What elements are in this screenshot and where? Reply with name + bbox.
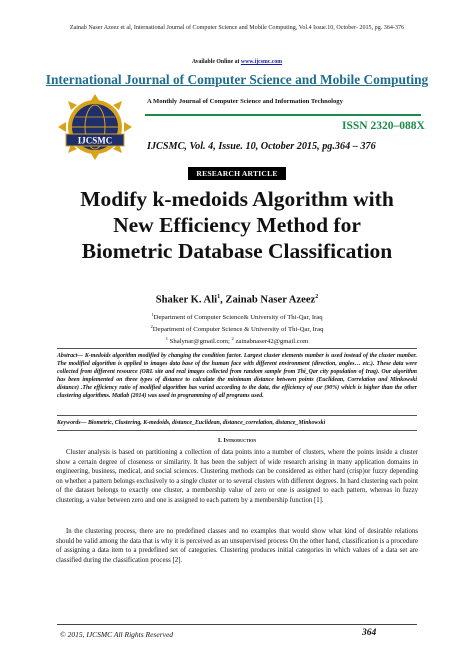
keywords-bottom-rule	[57, 430, 417, 431]
author-2-marker: 2	[315, 294, 319, 300]
intro-paragraph-1: Cluster analysis is based on partitioning a collection of data points into a number of clusters, where the points inside a cluster show a certain degree of closeness or similarity. It has been the subject of wide research arising in many application domains in engineering, business, medical, and social sciences. Clustering methods can be considered as either hard (crisp)or fuzzy depending on whether a pattern belongs exclusively to a single cluster or to several clusters with different degrees. In hard clustering each point of the dataset belongs to exactly one cluster, a membership value of zero or one is assigned to each pattern, whereas in fuzzy clustering, a value between zero and one is assigned to each pattern by a membership function [1].	[56, 449, 418, 504]
abstract-top-rule	[57, 348, 417, 349]
affiliation-2-marker: 2	[150, 324, 153, 330]
article-type-wrapper	[0, 163, 474, 181]
author-1-marker: 1	[217, 294, 221, 300]
affiliation-2	[0, 322, 474, 334]
author-2: Zainab Naser Azeez	[225, 294, 316, 306]
author-separator: ,	[220, 294, 226, 306]
running-head: Zainab Naser Azeez et al, International Journal of Computer Science and Mobile Computing, Vol.4 Issue.10, October- 2015, pg. 364-376	[69, 25, 405, 31]
abstract-text: K-medoids algorithm modified by changing the condition factor. Largest cluster elements number is used instead of the cluster number. The modified algorithm is applied to images data base of the human face with different environment (direction, angles… etc.). These data were collected from different resource (ORL site and real images collected from random sample from Thi_Qar city population of Iraq). Our algorithm has been implemented on three types of distance to calculate the minimum distance between points (Euclidean, Correlation and Minkowski distance) .The efficiency ratio of modified algorithm has varied according to the data, the efficiency of our (90%) which is higher than the other clustering algorithms. Matlab (2014) was used in programming of all programs used.	[57, 353, 417, 399]
keywords	[57, 419, 417, 427]
journal-subtitle: A Monthly Journal of Computer Science and Information Technology	[147, 98, 343, 105]
journal-name: International Journal of Computer Science and Mobile Computing	[45, 72, 429, 87]
affiliation-1	[0, 310, 474, 322]
author-1: Shaker K. Ali	[155, 294, 218, 306]
email-2[interactable]: zainabnaser42@gmail.com	[233, 338, 309, 346]
paper-title	[0, 186, 474, 264]
email-1[interactable]: Shalynar@gmail.com;	[167, 338, 232, 346]
author-emails	[0, 334, 474, 346]
abstract	[57, 352, 417, 400]
journal-website-link[interactable]: www.ijcsmc.com	[240, 59, 283, 65]
available-online-label: Available Online at	[191, 59, 241, 65]
section-title: Introduction	[223, 437, 257, 444]
affiliation-1-text: Department of Computer Science& University of Thi-Qar, Iraq	[153, 314, 323, 322]
title-line-1: Modify k-medoids Algorithm with	[80, 187, 394, 211]
issn: ISSN 2320–088X	[342, 120, 425, 132]
logo-text: IJCSMC	[77, 135, 113, 146]
title-line-3: Biometric Database Classification	[81, 239, 393, 263]
abstract-label: Abstract—	[57, 353, 85, 359]
available-online	[0, 59, 474, 65]
citation: IJCSMC, Vol. 4, Issue. 10, October 2015, pg.364 – 376	[147, 141, 376, 152]
abstract-bottom-rule	[57, 415, 417, 416]
section-number: I.	[217, 437, 224, 444]
page-number: 364	[362, 628, 377, 638]
title-line-2: New Efficiency Method for	[113, 213, 361, 237]
affiliation-2-text: Department of Computer Science & University of Thi-Qar, Iraq	[152, 326, 324, 334]
journal-logo-graphic	[56, 92, 134, 162]
intro-paragraph-2: In the clustering process, there are no predefined classes and no examples that would show what kind of desirable relations should be valid among the data that is why it is perceived as an unsupervised process On the other hand, classification is a procedure of assigning a data item to a predefined set of categories. Clustering produces initial categories in which values of a data set are classified during the classification process [2].	[56, 528, 418, 564]
footer-copyright: © 2015, IJCSMC All Rights Reserved	[60, 630, 174, 639]
footer-rule	[57, 624, 417, 625]
article-type-badge: RESEARCH ARTICLE	[188, 167, 285, 180]
affiliation-1-marker: 1	[151, 312, 154, 317]
keywords-text: Biometric, Clustering, K-medoids, distance_Euclidean, distance_correlation, distance_Minkowski	[87, 420, 326, 426]
issn-divider	[145, 114, 421, 116]
section-heading	[0, 437, 474, 444]
affiliations	[0, 310, 474, 347]
email-2-marker: 2	[231, 336, 234, 342]
keywords-label: Keywords—	[57, 420, 88, 426]
journal-logo	[56, 92, 134, 162]
author-list	[0, 294, 474, 306]
email-1-marker: 1	[165, 336, 168, 342]
